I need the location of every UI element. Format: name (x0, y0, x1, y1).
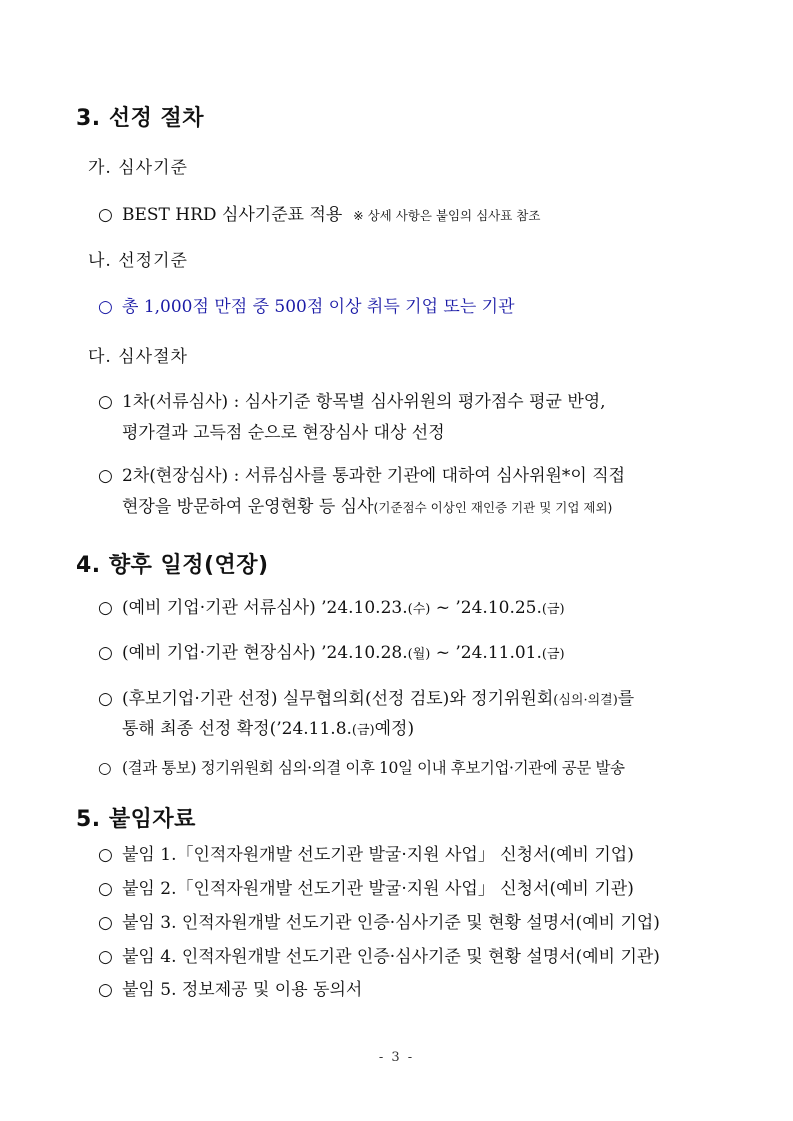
review-step-1-line2: 평가결과 고득점 순으로 현장심사 대상 선정 (122, 423, 445, 443)
schedule-item-2 (98, 638, 565, 663)
bullet-circle: ○ (98, 845, 113, 865)
attachment-item (98, 975, 362, 1000)
bullet-circle: ○ (98, 913, 113, 933)
bullet-circle: ○ (98, 879, 113, 899)
schedule-item-1-range: ~ ’24.10.25. (430, 598, 542, 618)
schedule-item-3-day: (금) (351, 723, 375, 738)
section-3-title: 3. 선정 절차 (76, 106, 204, 131)
schedule-item-2-day1: (월) (407, 647, 431, 662)
bullet-circle: ○ (98, 689, 113, 709)
attachment-5: 붙임 5. 정보제공 및 이용 동의서 (122, 980, 363, 1000)
subsection-ga: 가. 심사기준 (88, 158, 188, 178)
section-5-title: 5. 붙임자료 (76, 807, 196, 832)
review-step-2-line2: 현장을 방문하여 운영현황 등 심사 (122, 497, 374, 517)
schedule-item-4 (98, 756, 625, 778)
schedule-item-3 (98, 684, 634, 709)
review-step-2 (98, 461, 625, 486)
schedule-item-2-range: ~ ’24.11.01. (430, 643, 542, 663)
bullet-circle: ○ (98, 980, 113, 1000)
selection-criteria-text: 총 1,000점 만점 중 500점 이상 취득 기업 또는 기관 (122, 297, 515, 317)
attachment-item (98, 840, 634, 865)
schedule-item-3-line1: (후보기업·기관 선정) 실무협의회(선정 검토)와 정기위원회 (122, 689, 554, 709)
schedule-item-1 (98, 593, 565, 618)
review-step-2-note: (기준점수 이상인 재인증 기관 및 기업 제외) (373, 500, 613, 515)
attachment-item (98, 942, 660, 967)
schedule-item-2-day2: (금) (541, 647, 565, 662)
bullet-circle: ○ (98, 643, 113, 663)
schedule-item-4-text: (결과 통보) 정기위원회 심의·의결 이후 10일 이내 후보기업·기관에 공문 발송 (122, 759, 625, 777)
review-step-2-line2-wrap (122, 492, 612, 517)
schedule-item-1-day2: (금) (541, 602, 565, 617)
review-step-2-line1: 2차(현장심사) : 서류심사를 통과한 기관에 대하여 심사위원*이 직접 (122, 466, 626, 486)
review-step-1 (98, 387, 606, 412)
selection-criteria-item (98, 292, 515, 317)
bullet-circle: ○ (98, 392, 113, 412)
criteria-item (98, 200, 540, 225)
criteria-note: ※ 상세 사항은 붙임의 심사표 참조 (353, 208, 541, 223)
attachment-3: 붙임 3. 인적자원개발 선도기관 인증·심사기준 및 현황 설명서(예비 기업) (122, 913, 660, 933)
criteria-text: BEST HRD 심사기준표 적용 (122, 205, 343, 225)
schedule-item-3-line2-text: 통해 최종 선정 확정(’24.11.8. (122, 719, 352, 739)
attachment-item (98, 874, 634, 899)
review-step-1-line1: 1차(서류심사) : 심사기준 항목별 심사위원의 평가점수 평균 반영, (122, 392, 606, 412)
section-4-title: 4. 향후 일정(연장) (76, 553, 269, 578)
attachment-4: 붙임 4. 인적자원개발 선도기관 인증·심사기준 및 현황 설명서(예비 기관) (122, 947, 660, 967)
schedule-item-3-particle: 를 (617, 689, 635, 709)
attachment-2: 붙임 2.「인적자원개발 선도기관 발굴·지원 사업」 신청서(예비 기관) (122, 879, 634, 899)
bullet-circle: ○ (98, 466, 113, 486)
bullet-circle: ○ (98, 947, 113, 967)
attachment-item (98, 908, 660, 933)
schedule-item-1-text: (예비 기업·기관 서류심사) ’24.10.23. (122, 598, 408, 618)
attachment-1: 붙임 1.「인적자원개발 선도기관 발굴·지원 사업」 신청서(예비 기업) (122, 845, 634, 865)
schedule-item-3-note: (심의·의결) (553, 693, 618, 708)
schedule-item-3-line2 (122, 714, 414, 739)
bullet-circle: ○ (98, 205, 113, 225)
subsection-da: 다. 심사절차 (88, 347, 188, 367)
bullet-circle: ○ (98, 598, 113, 618)
bullet-circle: ○ (98, 759, 112, 777)
page-number: - 3 - (378, 1050, 415, 1065)
subsection-na: 나. 선정기준 (88, 251, 188, 271)
schedule-item-1-day1: (수) (407, 602, 431, 617)
schedule-item-3-suffix: 예정) (374, 719, 415, 739)
schedule-item-2-text: (예비 기업·기관 현장심사) ’24.10.28. (122, 643, 408, 663)
bullet-circle: ○ (98, 297, 113, 317)
